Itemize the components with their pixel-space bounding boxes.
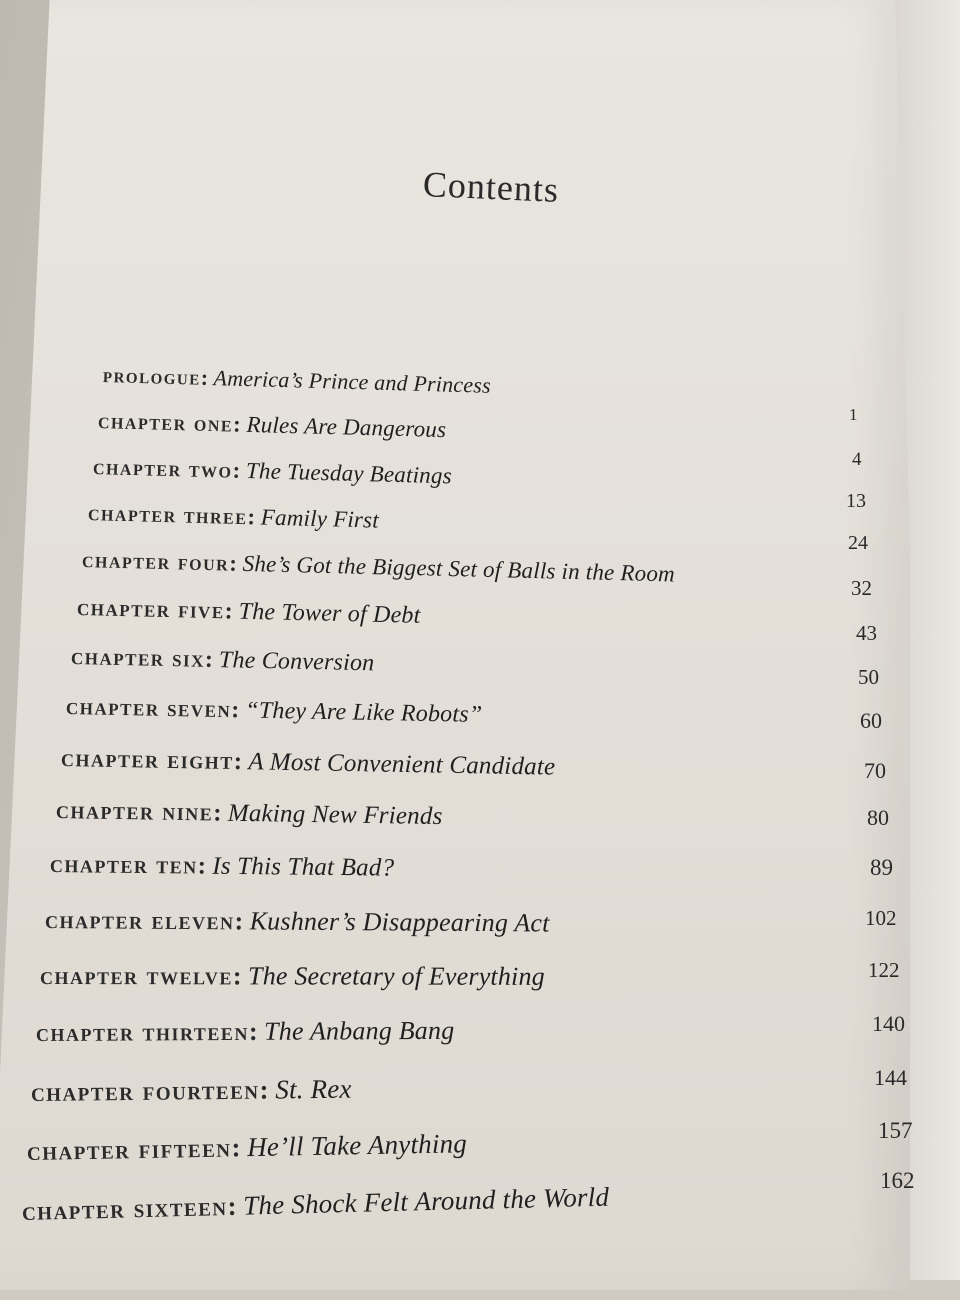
page-title: Contents: [422, 163, 560, 210]
entry-label: chapter thirteen: [35, 1016, 249, 1047]
toc-entry: chapter sixteen: The Shock Felt Around the World: [21, 1181, 610, 1226]
page-number: 60: [860, 708, 882, 733]
entry-title: Kushner’s Disappearing Act: [249, 906, 550, 938]
page-number: 32: [851, 576, 872, 600]
toc-entry: chapter six: The Conversion: [70, 644, 375, 677]
page-number: 80: [867, 805, 889, 830]
entry-label: prologue: [102, 362, 202, 390]
toc-entry: chapter eight: A Most Convenient Candidate: [60, 745, 556, 781]
entry-label: chapter three: [87, 500, 248, 530]
toc-entry: chapter twelve: The Secretary of Everything: [39, 961, 545, 991]
entry-label: chapter sixteen: [21, 1190, 228, 1226]
entry-label: chapter eleven: [44, 905, 235, 936]
toc-entry: chapter ten: Is This That Bad?: [49, 851, 395, 882]
page-number: 70: [864, 758, 886, 783]
toc-entry: chapter fourteen: St. Rex: [30, 1073, 352, 1107]
page-number: 144: [874, 1065, 907, 1090]
toc-entry: chapter seven: “They Are Like Robots”: [65, 694, 483, 728]
entry-title: St. Rex: [275, 1073, 352, 1105]
entry-title: Family First: [260, 504, 380, 533]
page-number: 4: [852, 449, 862, 470]
toc-entry: chapter thirteen: The Anbang Bang: [35, 1015, 455, 1047]
entry-label: chapter seven: [65, 694, 232, 724]
toc-entry: prologue: America’s Prince and Princess: [102, 362, 492, 398]
entry-label: chapter fourteen: [30, 1074, 260, 1107]
toc-entry: chapter two: The Tuesday Beatings: [92, 454, 453, 489]
entry-title: Making New Friends: [227, 799, 443, 831]
page-number: 102: [865, 906, 897, 930]
entry-label: chapter eight: [60, 745, 234, 776]
entry-title: She’s Got the Biggest Set of Balls in the Room: [242, 550, 676, 587]
toc-entry: chapter four: She’s Got the Biggest Set of Balls in the Room: [81, 547, 676, 587]
page-number: 89: [870, 855, 893, 880]
entry-label: chapter five: [76, 595, 226, 625]
entry-title: A Most Convenient Candidate: [248, 748, 556, 781]
entry-label: chapter ten: [49, 851, 198, 880]
entry-title: “They Are Like Robots”: [245, 697, 483, 728]
entry-label: chapter fifteen: [26, 1132, 232, 1166]
entry-title: Is This That Bad?: [212, 852, 395, 882]
entry-title: The Tower of Debt: [238, 598, 421, 629]
entry-title: The Conversion: [218, 647, 375, 677]
entry-label: chapter twelve: [39, 961, 233, 991]
page-number: 24: [848, 532, 868, 554]
page-number: 122: [868, 958, 900, 982]
entry-title: The Shock Felt Around the World: [242, 1181, 610, 1221]
entry-title: America’s Prince and Princess: [213, 365, 492, 398]
entry-title: The Anbang Bang: [263, 1015, 455, 1046]
entry-title: He’ll Take Anything: [246, 1128, 468, 1163]
page-number: 1: [849, 405, 858, 424]
toc-entry: chapter nine: Making New Friends: [55, 797, 443, 831]
toc-entry: chapter eleven: Kushner’s Disappearing Act: [44, 905, 550, 938]
page-number: 13: [846, 490, 866, 512]
entry-title: The Tuesday Beatings: [245, 458, 453, 489]
page-number: 157: [878, 1118, 913, 1143]
entry-label: chapter four: [81, 547, 230, 576]
page-number: 50: [858, 665, 879, 689]
toc-entry: chapter fifteen: He’ll Take Anything: [26, 1128, 468, 1166]
entry-title: Rules Are Dangerous: [246, 411, 447, 443]
toc-entry: chapter one: Rules Are Dangerous: [97, 408, 447, 443]
entry-label: chapter one: [97, 408, 234, 437]
page-number: 140: [872, 1011, 905, 1036]
toc-entry: chapter five: The Tower of Debt: [76, 595, 421, 629]
page-number: 43: [856, 621, 877, 645]
entry-title: The Secretary of Everything: [248, 961, 545, 991]
entry-label: chapter two: [92, 454, 233, 483]
toc-entry: chapter three: Family First: [87, 500, 380, 533]
page-number: 162: [880, 1168, 915, 1193]
entry-label: chapter nine: [55, 797, 214, 827]
entry-label: chapter six: [70, 644, 206, 673]
